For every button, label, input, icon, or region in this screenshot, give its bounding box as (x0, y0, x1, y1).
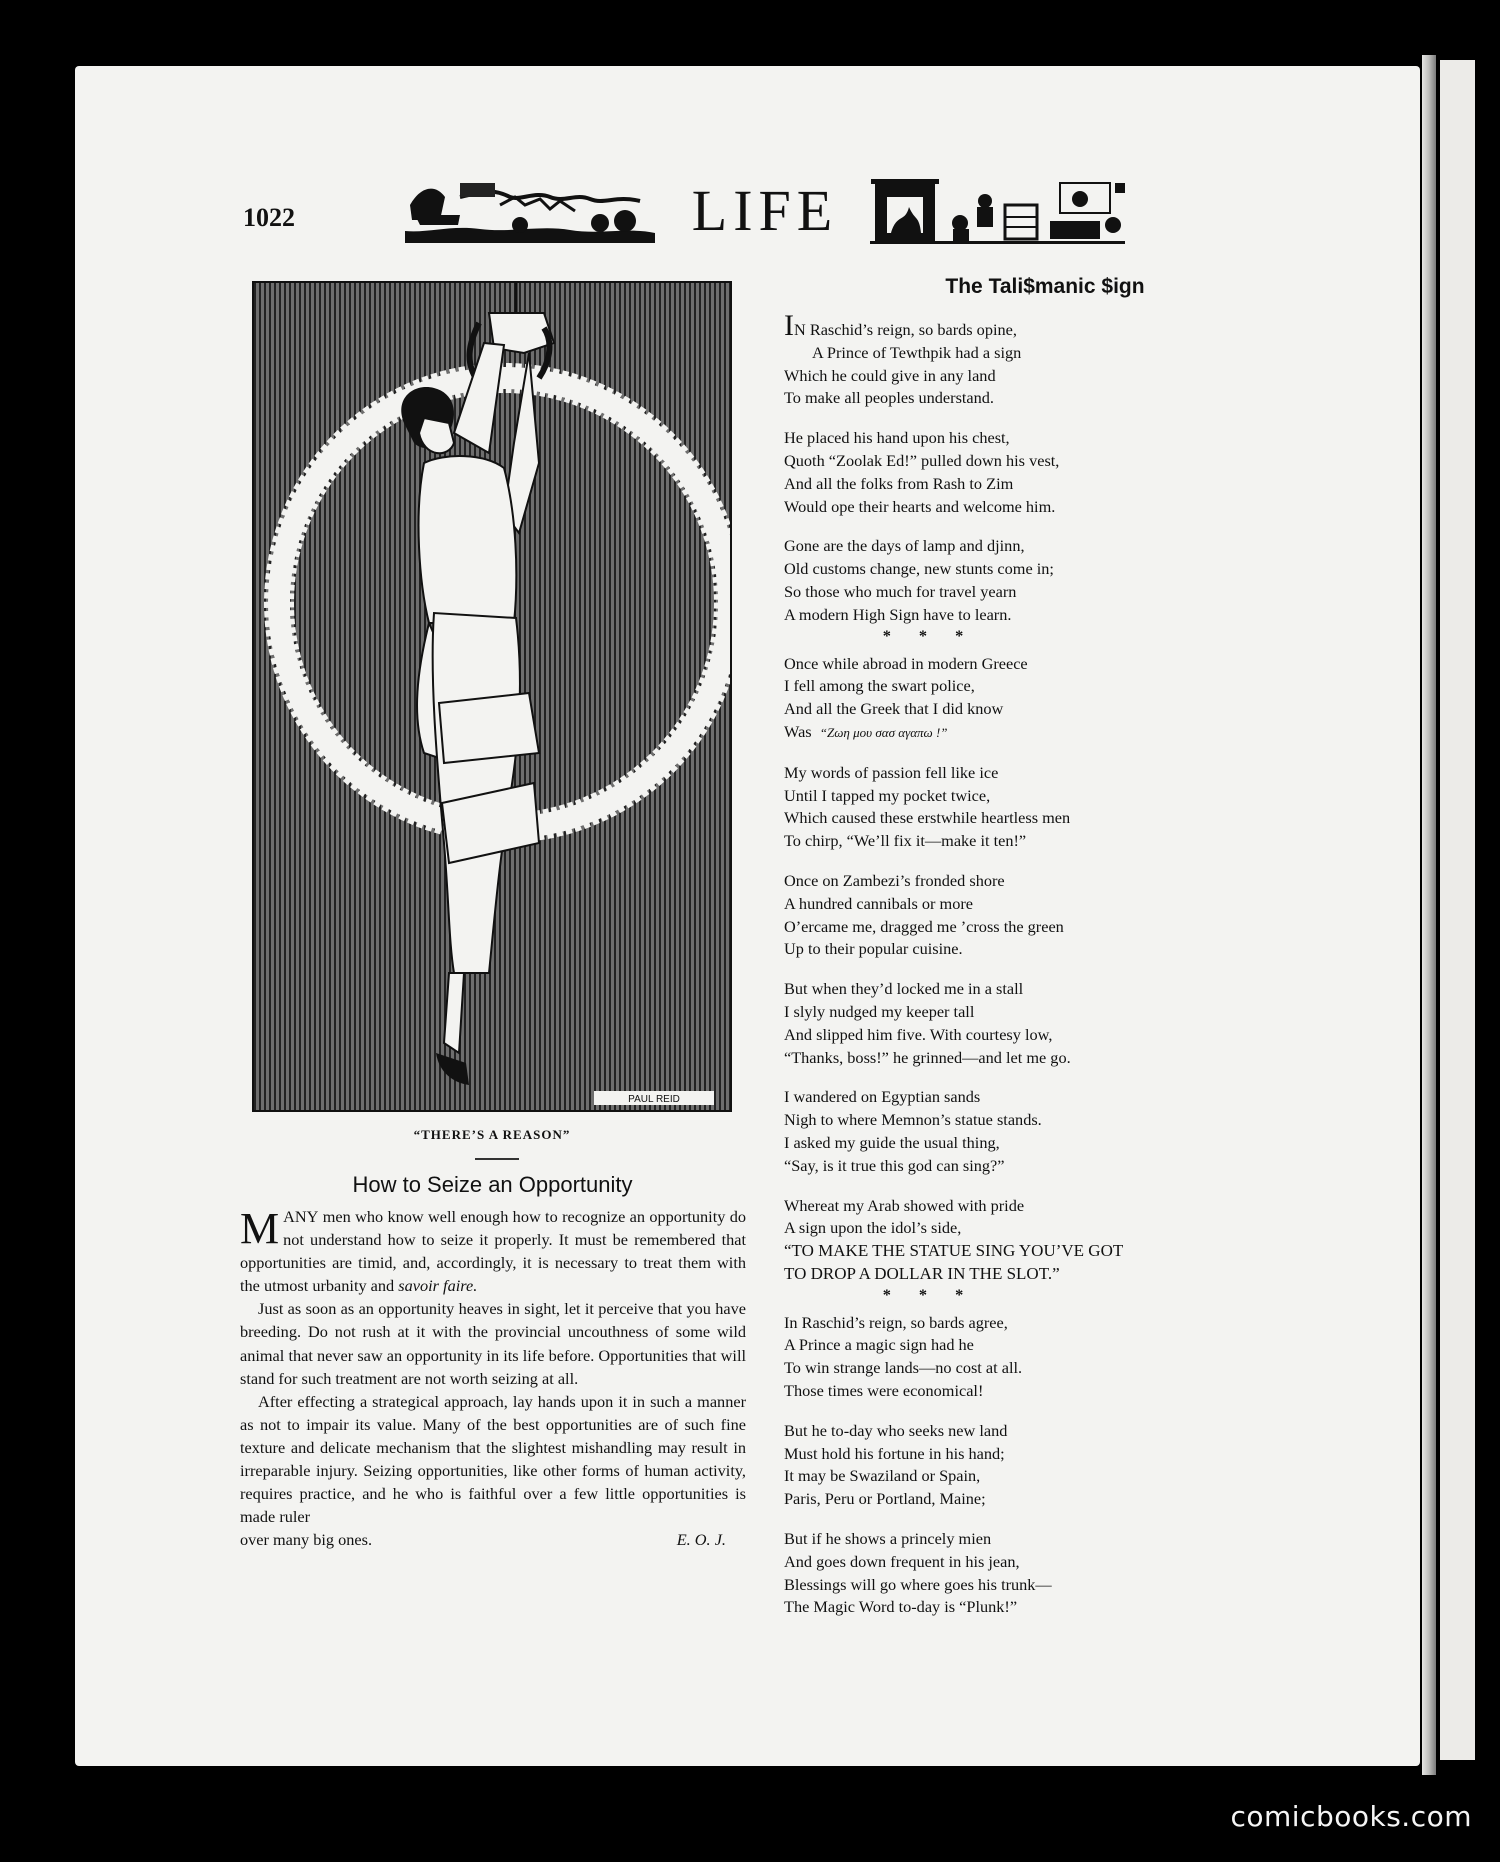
poem-line: And slipped him five. With courtesy low, (784, 1024, 1053, 1044)
poem-line: And all the folks from Rash to Zim (784, 473, 1014, 493)
poem-line (784, 721, 1264, 745)
poem-stanza (784, 1528, 1264, 1619)
poem-line: A sign upon the idol’s side, (784, 1218, 962, 1238)
article-body (240, 1205, 746, 1551)
poem-line: So those who much for travel yearn (784, 581, 1017, 601)
poem-line: Gone are the days of lamp and djinn, (784, 536, 1025, 556)
poem-body (784, 309, 1264, 1636)
poem-line: I asked my guide the usual thing, (784, 1132, 1000, 1152)
artist-signature: PAUL REID (628, 1094, 680, 1105)
poem-stanza (784, 653, 1264, 745)
site-watermark: comicbooks.com (1230, 1800, 1472, 1833)
poem-line: I wandered on Egyptian sands (784, 1087, 981, 1107)
article-paragraph-text: men who know well enough how to recognize an opportunity do not understand how to seize it properly. It must be remembered that opportunities are timid, and, accordingly, it is necessary to treat them with the utmost urbanity and (240, 1207, 746, 1296)
poem-line: O’ercame me, dragged me ’cross the green (784, 916, 1064, 936)
poem-line: Up to their popular cuisine. (784, 939, 963, 959)
poem-line: Until I tapped my pocket twice, (784, 785, 991, 805)
article-paragraph: Just as soon as an opportunity heaves in sight, let it perceive that you have breeding. Do not rush at it with the provincial uncouthness of some wild animal that never saw an opportunity in its life before. Opportunities that will stand for such treatment are not worth seizing at all. (240, 1299, 746, 1388)
poem-line: Which he could give in any land (784, 365, 996, 385)
poem-line: Those times were economical! (784, 1381, 984, 1401)
poem-line: He placed his hand upon his chest, (784, 428, 1010, 448)
poem-dropcap: I (784, 309, 794, 342)
section-break-stars: * * * (882, 1284, 976, 1304)
poem-stanza (784, 978, 1264, 1069)
article-italic-phrase: savoir faire. (398, 1276, 478, 1296)
poem-stanza (784, 535, 1264, 626)
poem-stanza (784, 870, 1264, 961)
poem-line: But when they’d locked me in a stall (784, 979, 1024, 999)
poem-line-caps: TO DROP A DOLLAR IN THE SLOT.” (784, 1263, 1060, 1283)
poem-line: But if he shows a princely mien (784, 1529, 992, 1549)
masthead (400, 175, 1130, 250)
poem-line: To make all peoples understand. (784, 388, 995, 408)
greek-phrase: “Ζωη μου σασ αγαπω !” (819, 724, 948, 740)
poem-line: A modern High Sign have to learn. (784, 604, 1012, 624)
poem-line: Must hold his fortune in his hand; (784, 1443, 1005, 1463)
poem-line: Paris, Peru or Portland, Maine; (784, 1489, 986, 1509)
poem-stanza (784, 1420, 1264, 1511)
poem-line: Once on Zambezi’s fronded shore (784, 870, 1005, 890)
theres-a-reason-illustration (252, 281, 732, 1112)
poem-line: Old customs change, new stunts come in; (784, 559, 1054, 579)
poem-line: A Prince of Tewthpik had a sign (812, 342, 1022, 362)
poem-line: But he to-day who seeks new land (784, 1420, 1008, 1440)
article-paragraph (240, 1205, 746, 1297)
poem-line: And goes down frequent in his jean, (784, 1551, 1020, 1571)
article-dropword: ANY (283, 1207, 319, 1226)
poem-line: Nigh to where Memnon’s statue stands. (784, 1110, 1042, 1130)
page-number: 1022 (243, 203, 295, 232)
article-signature: E. O. J. (676, 1530, 726, 1550)
poem-title: The Tali$manic $ign (945, 275, 1145, 298)
poem-line: My words of passion fell like ice (784, 762, 999, 782)
divider-rule (475, 1158, 519, 1160)
poem-line: “Thanks, boss!” he grinned—and let me go. (784, 1047, 1071, 1067)
poem-line: “Say, is it true this god can sing?” (784, 1155, 1005, 1175)
magazine-title: LIFE (691, 178, 839, 243)
poem-line-text: N Raschid’s reign, so bards opine, (794, 320, 1017, 339)
poem-line-text: Was (784, 721, 812, 741)
article-dropcap: M (240, 1204, 280, 1253)
poem-stanza (784, 309, 1264, 410)
poem-line: A Prince a magic sign had he (784, 1335, 974, 1355)
poem-line: To chirp, “We’ll fix it—make it ten!” (784, 831, 1027, 851)
section-break-stars: * * * (882, 625, 976, 645)
poem-line: I slyly nudged my keeper tall (784, 1001, 975, 1021)
poem-line: Which caused these erstwhile heartless men (784, 808, 1071, 828)
poem-line: Quoth “Zoolak Ed!” pulled down his vest, (784, 450, 1060, 470)
poem-line: Blessings will go where goes his trunk— (784, 1574, 1052, 1594)
fireside-scene-illustration (865, 175, 1130, 245)
poem-stanza (784, 1312, 1264, 1403)
article-closing-row (240, 1528, 746, 1551)
poem-line: To win strange lands—no cost at all. (784, 1358, 1023, 1378)
article-paragraph: After effecting a strategical approach, lay hands upon it in such a manner as not to impair its value. Many of the best opportunities are of such fine texture and delicate mechanism that the slightest mishandling may result in irreparable injury. Seizing opportunities, like other forms of human activity, requires practice, and he who is faithful over a few little opportunities is made ruler (240, 1391, 746, 1527)
article-title: How to Seize an Opportunity (352, 1172, 633, 1197)
poem-line: I fell among the swart police, (784, 676, 975, 696)
page-spine (1422, 55, 1436, 1775)
poem-line: And all the Greek that I did know (784, 699, 1004, 719)
poem-line: It may be Swaziland or Spain, (784, 1466, 981, 1486)
poem-line-caps: “TO MAKE THE STATUE SING YOU’VE GOT (784, 1241, 1124, 1261)
sleigh-scene-illustration (400, 175, 660, 245)
article-last-line: over many big ones. (240, 1530, 373, 1550)
poem-stanza (784, 1086, 1264, 1177)
poem-line (784, 309, 1264, 342)
poem-line: The Magic Word to-day is “Plunk!” (784, 1597, 1018, 1617)
poem-stanza (784, 427, 1264, 518)
poem-stanza (784, 1195, 1264, 1286)
poem-line: In Raschid’s reign, so bards agree, (784, 1312, 1008, 1332)
facing-page-edge (1440, 60, 1475, 1760)
illustration-caption: “THERE’S A REASON” (413, 1127, 571, 1142)
poem-line: A hundred cannibals or more (784, 893, 973, 913)
poem-line: Once while abroad in modern Greece (784, 653, 1028, 673)
poem-stanza (784, 762, 1264, 853)
poem-line: Would ope their hearts and welcome him. (784, 496, 1056, 516)
poem-line: Whereat my Arab showed with pride (784, 1195, 1025, 1215)
